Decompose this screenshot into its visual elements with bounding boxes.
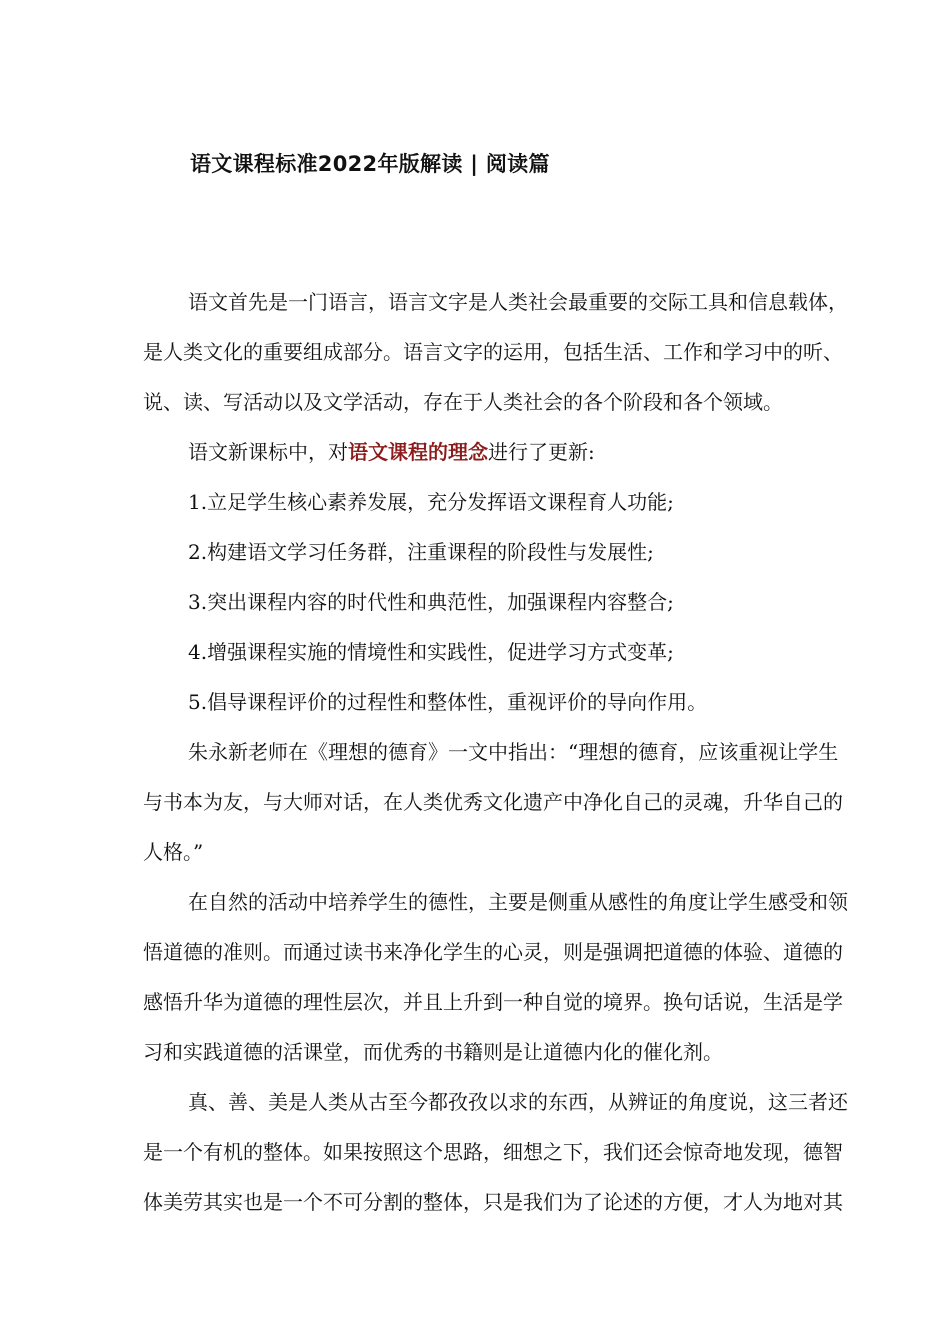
emphasized-phrase: 语文课程的理念 (348, 440, 488, 464)
paragraph-line: 是一个有机的整体。如果按照这个思路，细想之下，我们还会惊奇地发现，德智 (143, 1140, 843, 1164)
text-run: 进行了更新: (488, 440, 595, 464)
paragraph-line (143, 427, 933, 477)
document-body (143, 277, 933, 1227)
document-title: 语文课程标准2022年版解读 | 阅读篇 (190, 152, 550, 176)
list-item: 4.增强课程实施的情境性和实践性，促进学习方式变革; (188, 640, 674, 664)
paragraph-line: 与书本为友，与大师对话，在人类优秀文化遗产中净化自己的灵魂，升华自己的 (143, 790, 843, 814)
paragraph-line: 人格。” (143, 840, 204, 864)
paragraph-line: 感悟升华为道德的理性层次，并且上升到一种自觉的境界。换句话说，生活是学 (143, 990, 843, 1014)
list-item: 1.立足学生核心素养发展，充分发挥语文课程育人功能; (188, 490, 674, 514)
list-item: 2.构建语文学习任务群，注重课程的阶段性与发展性; (188, 540, 654, 564)
paragraph-line: 悟道德的准则。而通过读书来净化学生的心灵，则是强调把道德的体验、道德的 (143, 940, 843, 964)
list-item: 5.倡导课程评价的过程性和整体性，重视评价的导向作用。 (188, 690, 708, 714)
paragraph-line: 体美劳其实也是一个不可分割的整体，只是我们为了论述的方便，才人为地对其 (143, 1190, 843, 1214)
paragraph-line: 在自然的活动中培养学生的德性，主要是侧重从感性的角度让学生感受和领 (188, 890, 848, 914)
paragraph-line: 说、读、写活动以及文学活动，存在于人类社会的各个阶段和各个领域。 (143, 390, 783, 414)
paragraph-line: 朱永新老师在《理想的德育》一文中指出：“理想的德育，应该重视让学生 (188, 740, 839, 764)
paragraph-line: 真、善、美是人类从古至今都孜孜以求的东西，从辨证的角度说，这三者还 (188, 1090, 848, 1114)
paragraph-line: 习和实践道德的活课堂，而优秀的书籍则是让道德内化的催化剂。 (143, 1040, 723, 1064)
paragraph-line: 语文首先是一门语言，语言文字是人类社会最重要的交际工具和信息载体， (188, 290, 848, 314)
paragraph-line: 是人类文化的重要组成部分。语言文字的运用，包括生活、工作和学习中的听、 (143, 340, 843, 364)
text-run: 语文新课标中，对 (188, 440, 348, 464)
list-item: 3.突出课程内容的时代性和典范性，加强课程内容整合; (188, 590, 674, 614)
